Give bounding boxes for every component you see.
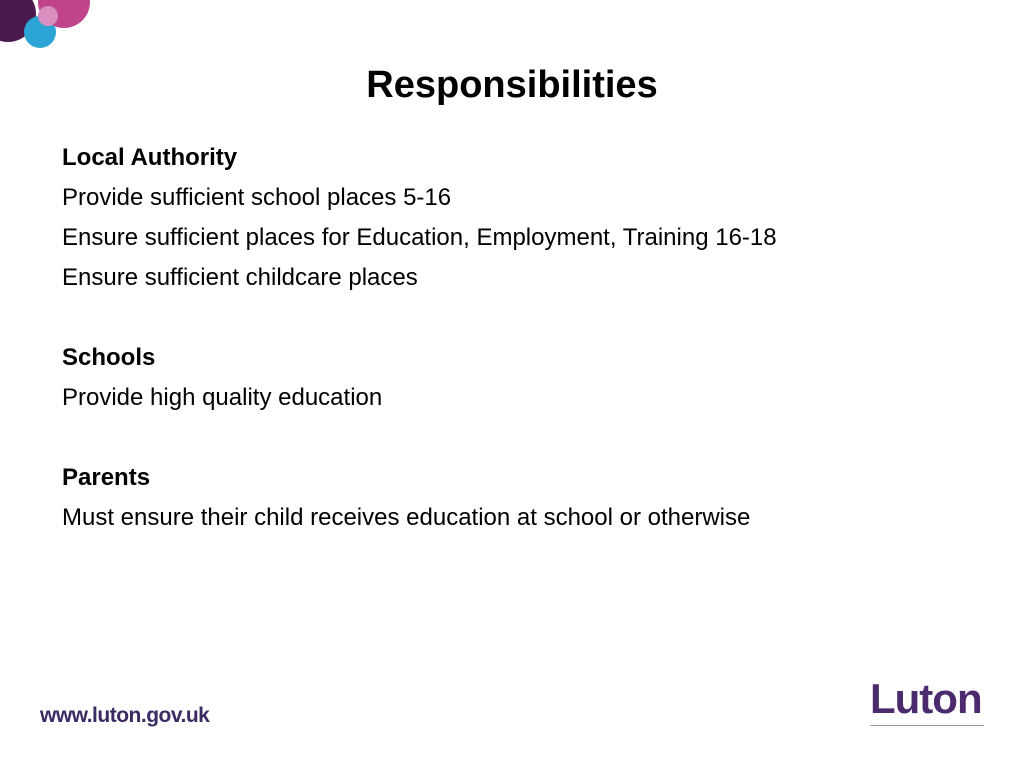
logo-text: Luton (870, 675, 982, 722)
section-heading: Parents (62, 464, 151, 491)
section-local-authority (62, 138, 982, 298)
footer-url: www.luton.gov.uk (40, 704, 210, 727)
section-line: Provide sufficient school places 5-16 (62, 184, 452, 211)
section-line: Must ensure their child receives education at school or otherwise (62, 504, 751, 531)
section-schools (62, 338, 982, 418)
logo-underline (870, 725, 984, 726)
luton-logo (870, 676, 986, 732)
section-parents (62, 458, 982, 538)
slide-title: Responsibilities (366, 64, 658, 106)
decorative-bubbles-icon (0, 0, 110, 60)
section-heading: Schools (62, 344, 156, 371)
section-line: Provide high quality education (62, 384, 383, 411)
bubble-light (38, 6, 58, 26)
slide-content (62, 138, 982, 578)
section-line: Ensure sufficient childcare places (62, 264, 418, 291)
section-line: Ensure sufficient places for Education, Employment, Training 16-18 (62, 224, 777, 251)
section-heading: Local Authority (62, 144, 238, 171)
